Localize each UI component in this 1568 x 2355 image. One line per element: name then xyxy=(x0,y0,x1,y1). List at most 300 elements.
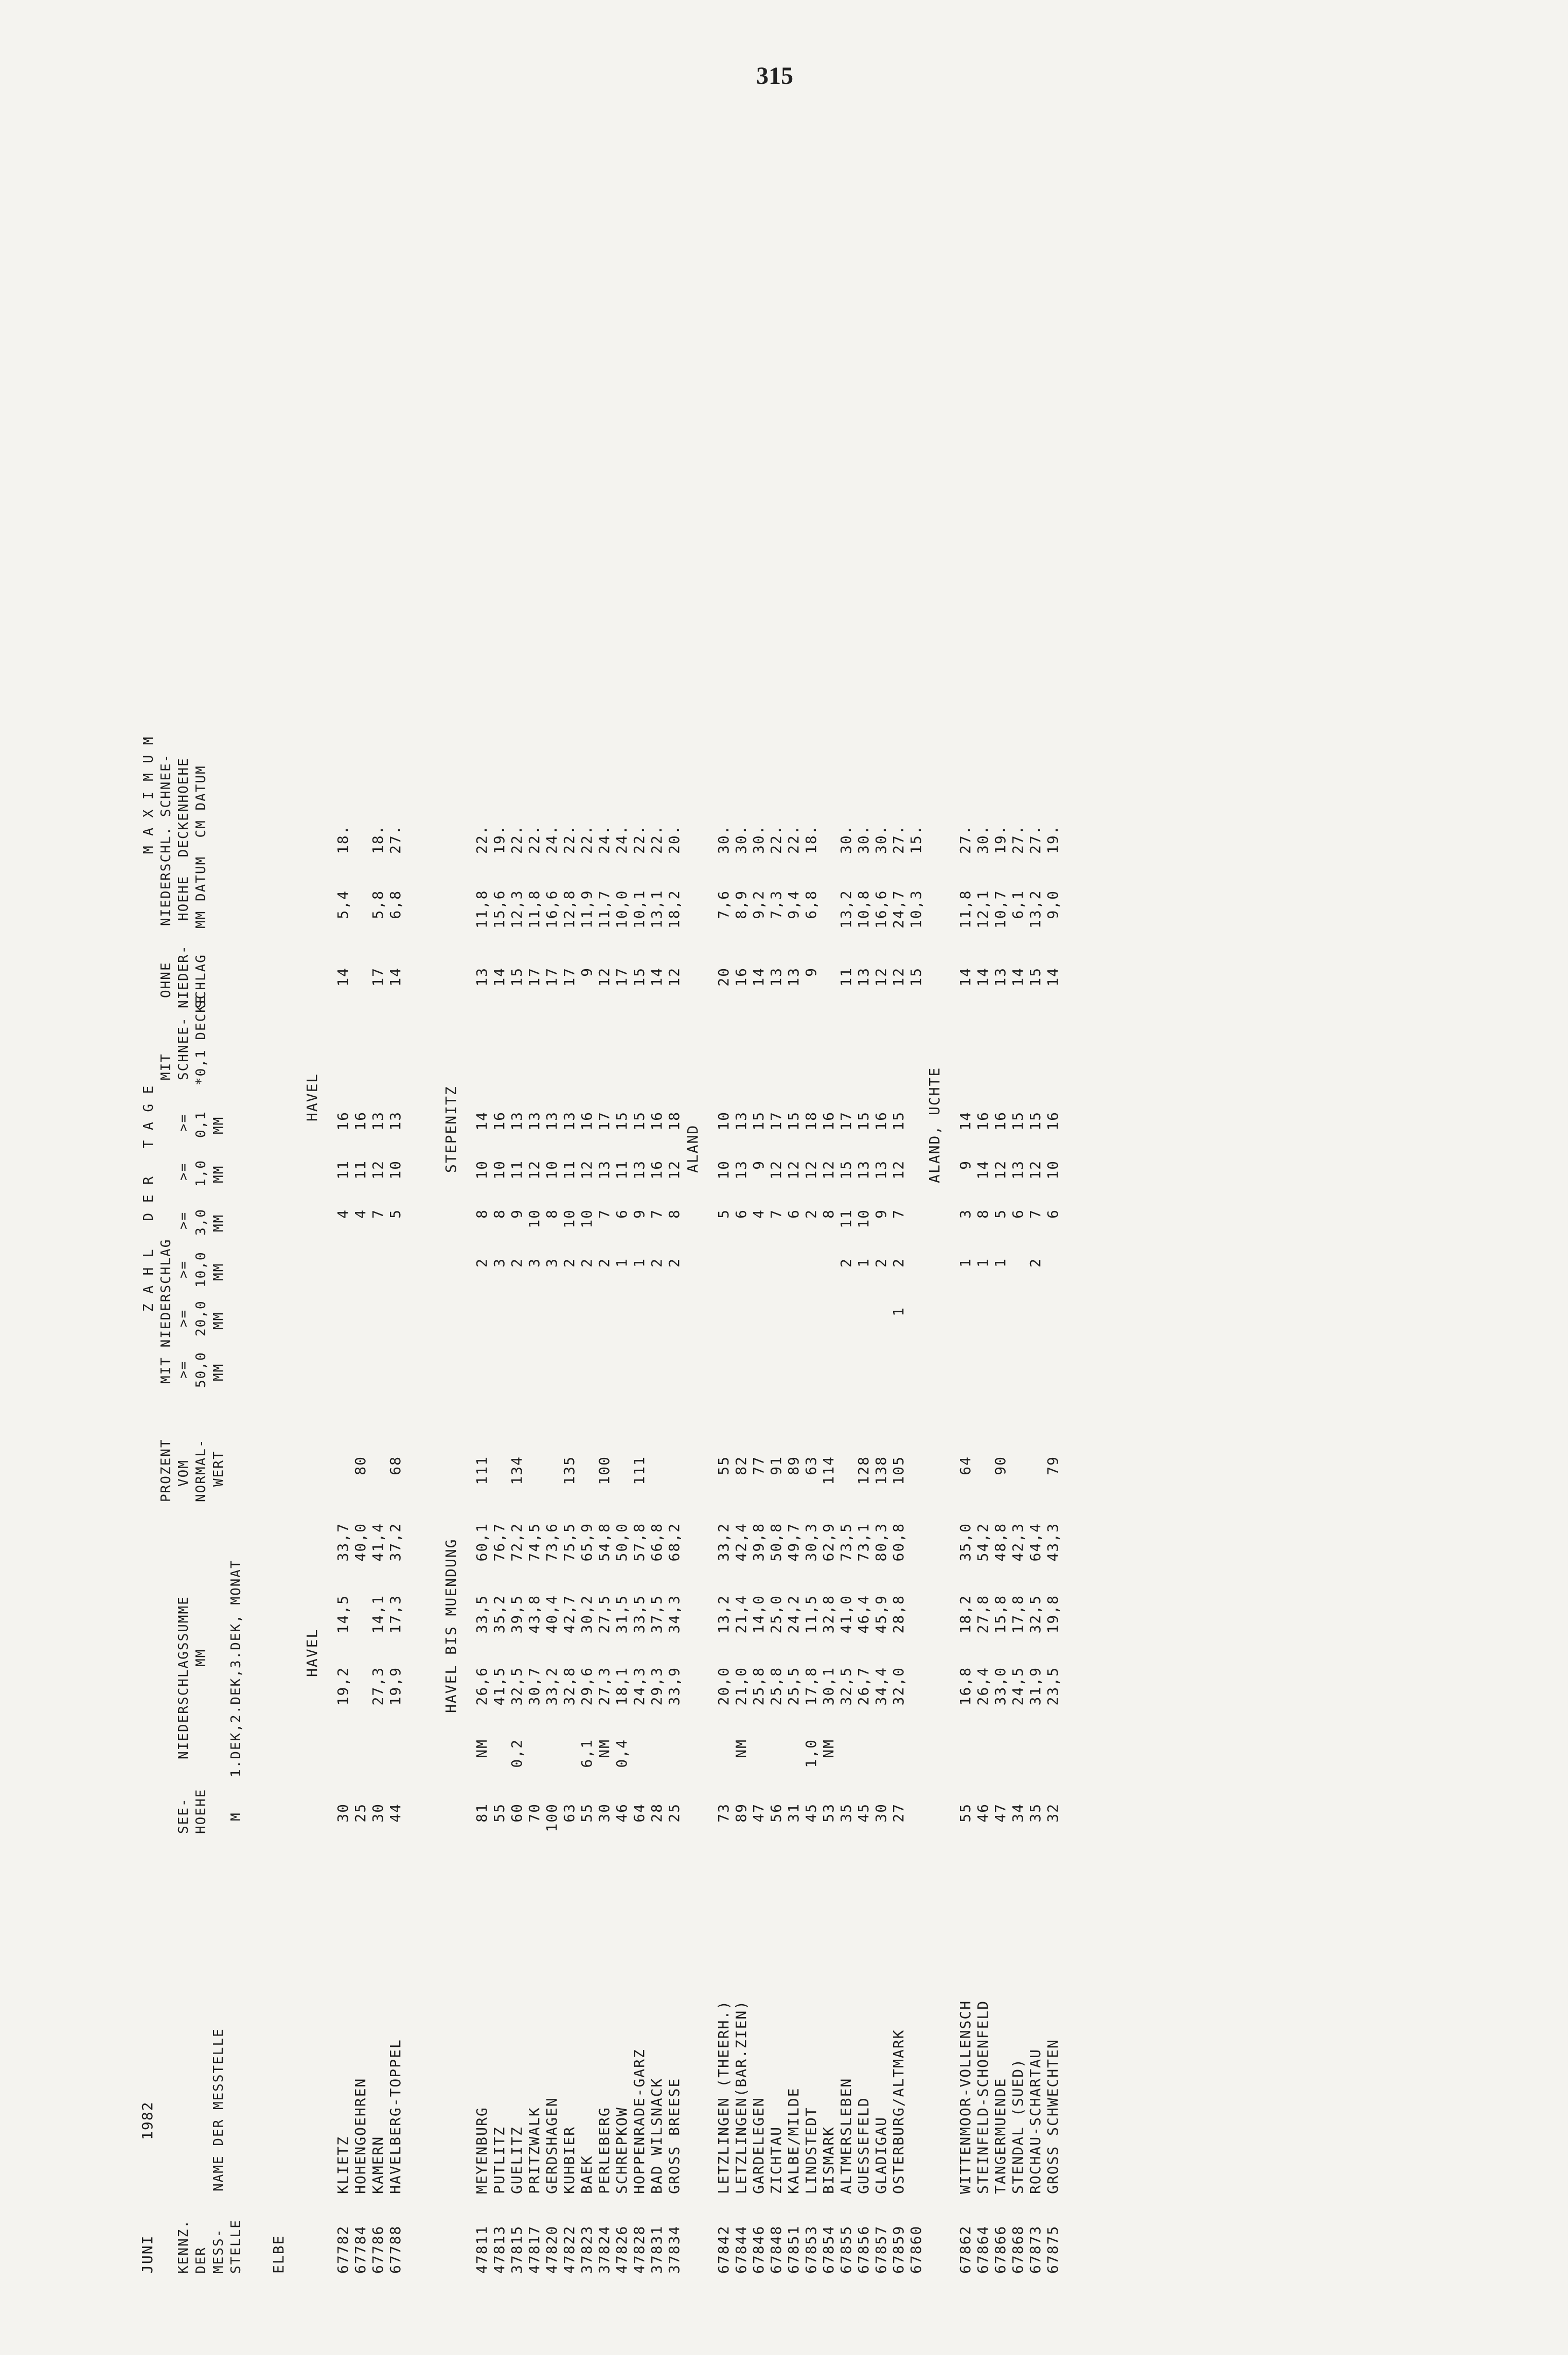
cell-pr: 82 xyxy=(733,1456,750,1475)
cell-name: WITTENMOOR-VOLLENSCH xyxy=(957,2000,974,2194)
cell-mx: 9,0 xyxy=(1044,890,1061,919)
cell-mo: 39,8 xyxy=(750,1523,767,1562)
cell-t3: 4 xyxy=(750,1209,767,1219)
cell-t3: 5 xyxy=(992,1209,1009,1219)
cell-t10: 2 xyxy=(666,1258,683,1268)
cell-name: PRITZWALK xyxy=(526,2107,543,2194)
cell-d2: 27,3 xyxy=(596,1667,613,1706)
cell-d2: 33,9 xyxy=(666,1667,683,1706)
cell-pr: 111 xyxy=(631,1456,648,1485)
cell-d1: NM xyxy=(596,1739,613,1758)
cell-os: 17 xyxy=(543,967,560,987)
cell-t3: 3 xyxy=(957,1209,974,1219)
cell-t1: 11 xyxy=(561,1160,578,1180)
cell-t10: 1 xyxy=(957,1258,974,1268)
cell-d3: 28,8 xyxy=(890,1595,907,1634)
cell-mo: 50,0 xyxy=(613,1523,630,1562)
header-snow-ohne-3: SCHLAG xyxy=(193,954,209,1008)
cell-t3: 8 xyxy=(543,1209,560,1219)
cell-name: ALTMERSLEBEN xyxy=(838,2077,854,2194)
cell-t3: 7 xyxy=(890,1209,907,1219)
cell-t1: 11 xyxy=(613,1160,630,1180)
header-thv-2: 20,0 xyxy=(193,1300,209,1336)
cell-t01: 16 xyxy=(352,1111,369,1131)
cell-h: 63 xyxy=(561,1803,578,1823)
table-row xyxy=(855,216,872,2274)
cell-name: GROSS SCHWECHTEN xyxy=(1044,2039,1061,2194)
header-max-sub2: HOEHE DECKENHOEHE xyxy=(176,757,191,921)
cell-t1: 12 xyxy=(526,1160,543,1180)
table-row xyxy=(992,216,1009,2274)
cell-os: 14 xyxy=(957,967,974,987)
cell-t3: 8 xyxy=(666,1209,683,1219)
cell-t1: 9 xyxy=(750,1160,767,1170)
cell-t10: 2 xyxy=(838,1258,854,1268)
header-thv-4: 3,0 xyxy=(193,1208,209,1236)
cell-os: 12 xyxy=(890,967,907,987)
header-max-sub3: MM DATUM CM DATUM xyxy=(193,765,209,929)
cell-t01: 18 xyxy=(666,1111,683,1131)
cell-mx: 18,2 xyxy=(666,889,683,929)
cell-mx: 24,7 xyxy=(890,889,907,929)
cell-h: 64 xyxy=(631,1803,648,1823)
cell-d2: 17,8 xyxy=(803,1667,819,1706)
header-snow-mit-2: SCHNEE- xyxy=(176,1016,191,1080)
cell-id: 67788 xyxy=(387,2225,404,2274)
cell-mo: 68,2 xyxy=(666,1523,683,1562)
cell-mx: 12,3 xyxy=(508,889,525,929)
table-row xyxy=(561,216,578,2274)
cell-t10: 2 xyxy=(473,1258,490,1268)
table-row xyxy=(890,216,907,2274)
header-thu-1: MM xyxy=(211,1363,226,1381)
cell-t3: 5 xyxy=(715,1209,732,1219)
cell-mx: 10,8 xyxy=(855,889,872,929)
cell-mo: 73,1 xyxy=(855,1523,872,1562)
cell-d2: 33,0 xyxy=(992,1667,1009,1706)
cell-h: 31 xyxy=(785,1803,802,1823)
header-zahl-title: Z A H L D E R T A G E xyxy=(141,1084,156,1312)
cell-h: 89 xyxy=(733,1803,750,1823)
cell-d2: 32,8 xyxy=(561,1667,578,1706)
cell-t01: 16 xyxy=(491,1111,508,1131)
cell-mx: 12,1 xyxy=(974,889,991,929)
header-sum-sub: 1.DEK,2.DEK,3.DEK, MONAT xyxy=(228,1559,244,1777)
group-label-sum: HAVEL xyxy=(304,1628,320,1677)
cell-dt: 22. xyxy=(631,825,648,854)
cell-name: TANGERMUENDE xyxy=(992,2077,1009,2194)
cell-id: 37834 xyxy=(666,2225,683,2274)
cell-id: 47828 xyxy=(631,2225,648,2274)
cell-d2: 29,3 xyxy=(648,1667,665,1706)
cell-os: 9 xyxy=(803,967,819,977)
cell-os: 14 xyxy=(387,967,404,987)
group-label-days: ALAND, UCHTE xyxy=(926,1066,943,1183)
cell-id: 47826 xyxy=(613,2225,630,2274)
header-thv-6: 0,1 xyxy=(193,1111,209,1138)
cell-pr: 55 xyxy=(715,1456,732,1475)
cell-dt: 24. xyxy=(596,825,613,854)
cell-d3: 13,2 xyxy=(715,1595,732,1634)
cell-dt: 27. xyxy=(890,825,907,854)
cell-mx: 8,9 xyxy=(733,890,750,919)
cell-h: 70 xyxy=(526,1803,543,1823)
cell-id: 37815 xyxy=(508,2225,525,2274)
cell-d2: 23,5 xyxy=(1044,1667,1061,1706)
cell-d3: 45,9 xyxy=(872,1595,889,1634)
group-label-sum: HAVEL BIS MUENDUNG xyxy=(442,1538,459,1713)
table-row xyxy=(803,216,820,2274)
cell-id: 67873 xyxy=(1027,2225,1044,2274)
cell-h: 32 xyxy=(1044,1803,1061,1823)
cell-mo: 40,0 xyxy=(352,1523,369,1562)
header-thu-2: MM xyxy=(211,1311,226,1330)
cell-t1: 12 xyxy=(1027,1160,1044,1180)
cell-d2: 31,9 xyxy=(1027,1667,1044,1706)
cell-mo: 35,0 xyxy=(957,1523,974,1562)
cell-os: 14 xyxy=(648,967,665,987)
cell-d2: 19,2 xyxy=(334,1667,351,1706)
cell-id: 67784 xyxy=(352,2225,369,2274)
cell-t01: 16 xyxy=(992,1111,1009,1131)
cell-t3: 11 xyxy=(838,1209,854,1228)
cell-mo: 57,8 xyxy=(631,1523,648,1562)
cell-dt: 30. xyxy=(855,825,872,854)
cell-id: 67842 xyxy=(715,2225,732,2274)
cell-d2: 18,1 xyxy=(613,1667,630,1706)
cell-dt: 22. xyxy=(785,825,802,854)
group-label-days: STEPENITZ xyxy=(442,1085,459,1173)
cell-mx: 12,8 xyxy=(561,889,578,929)
cell-h: 30 xyxy=(596,1803,613,1823)
cell-h: 100 xyxy=(543,1803,560,1832)
cell-name: HOPPENRADE-GARZ xyxy=(631,2048,648,2194)
cell-mo: 62,9 xyxy=(820,1523,837,1562)
cell-t1: 12 xyxy=(890,1160,907,1180)
cell-os: 14 xyxy=(491,967,508,987)
cell-d2: 26,4 xyxy=(974,1667,991,1706)
cell-mo: 72,2 xyxy=(508,1523,525,1562)
cell-mx: 5,4 xyxy=(334,890,351,919)
cell-pr: 68 xyxy=(387,1456,404,1475)
cell-id: 37824 xyxy=(596,2225,613,2274)
cell-t3: 6 xyxy=(613,1209,630,1219)
cell-dt: 22. xyxy=(768,825,785,854)
cell-mo: 33,7 xyxy=(334,1523,351,1562)
cell-d1: 1,0 xyxy=(803,1739,819,1768)
header-id-2: DER xyxy=(193,2246,209,2274)
cell-t01: 15 xyxy=(855,1111,872,1131)
cell-pr: 134 xyxy=(508,1456,525,1485)
cell-mo: 54,8 xyxy=(596,1523,613,1562)
cell-d2: 19,9 xyxy=(387,1667,404,1706)
cell-h: 30 xyxy=(872,1803,889,1823)
cell-os: 13 xyxy=(785,967,802,987)
cell-t01: 16 xyxy=(334,1111,351,1131)
cell-t10: 2 xyxy=(890,1258,907,1268)
cell-os: 13 xyxy=(473,967,490,987)
table-row xyxy=(596,216,613,2274)
cell-d3: 43,8 xyxy=(526,1595,543,1634)
cell-mx: 6,8 xyxy=(803,890,819,919)
cell-t01: 16 xyxy=(648,1111,665,1131)
cell-d2: 29,6 xyxy=(578,1667,595,1706)
cell-mo: 65,9 xyxy=(578,1523,595,1562)
cell-d2: 32,5 xyxy=(508,1667,525,1706)
cell-name: BISMARK xyxy=(820,2126,837,2194)
cell-mo: 54,2 xyxy=(974,1523,991,1562)
cell-name: GUESSEFELD xyxy=(855,2097,872,2194)
cell-pr: 128 xyxy=(855,1456,872,1485)
cell-name: GUELITZ xyxy=(508,2126,525,2194)
cell-d2: 16,8 xyxy=(957,1667,974,1706)
cell-h: 45 xyxy=(855,1803,872,1823)
cell-d1: 0,2 xyxy=(508,1739,525,1768)
cell-h: 28 xyxy=(648,1803,665,1823)
header-percent-4: WERT xyxy=(211,1450,226,1487)
cell-d2: 20,0 xyxy=(715,1667,732,1706)
cell-os: 14 xyxy=(334,967,351,987)
table-row xyxy=(491,216,508,2274)
cell-t01: 17 xyxy=(768,1111,785,1131)
cell-os: 20 xyxy=(715,967,732,987)
cell-d1: NM xyxy=(820,1739,837,1758)
cell-t10: 1 xyxy=(631,1258,648,1268)
cell-h: 47 xyxy=(750,1803,767,1823)
table-row xyxy=(526,216,543,2274)
header-percent-1: PROZENT xyxy=(158,1438,174,1502)
cell-mx: 6,8 xyxy=(387,890,404,919)
cell-name: KUHBIER xyxy=(561,2126,578,2194)
cell-d3: 37,5 xyxy=(648,1595,665,1634)
cell-mx: 11,8 xyxy=(526,889,543,929)
cell-d3: 32,5 xyxy=(1027,1595,1044,1634)
cell-pr: 77 xyxy=(750,1456,767,1475)
cell-d3: 21,4 xyxy=(733,1595,750,1634)
cell-dt: 18. xyxy=(803,825,819,854)
cell-mx: 10,7 xyxy=(992,889,1009,929)
header-sum-unit: MM xyxy=(193,1648,209,1667)
cell-t1: 14 xyxy=(974,1160,991,1180)
cell-t1: 13 xyxy=(872,1160,889,1180)
cell-mo: 41,4 xyxy=(369,1523,386,1562)
cell-dt: 30. xyxy=(750,825,767,854)
cell-h: 56 xyxy=(768,1803,785,1823)
cell-id: 67859 xyxy=(890,2225,907,2274)
cell-h: 25 xyxy=(666,1803,683,1823)
cell-t1: 12 xyxy=(768,1160,785,1180)
cell-d2: 25,8 xyxy=(768,1667,785,1706)
cell-os: 12 xyxy=(596,967,613,987)
cell-d1: 6,1 xyxy=(578,1739,595,1768)
cell-d2: 24,5 xyxy=(1009,1667,1026,1706)
group-label-days: HAVEL xyxy=(304,1073,320,1121)
cell-pr: 80 xyxy=(352,1456,369,1475)
cell-os: 17 xyxy=(613,967,630,987)
cell-id: 67853 xyxy=(803,2225,819,2274)
header-sum-title: NIEDERSCHLAGSSUMME xyxy=(176,1596,191,1759)
table-row xyxy=(750,216,768,2274)
cell-id: 67855 xyxy=(838,2225,854,2274)
header-th-6: >= xyxy=(176,1113,191,1132)
cell-pr: 105 xyxy=(890,1456,907,1485)
cell-id: 67857 xyxy=(872,2225,889,2274)
table-row xyxy=(715,216,733,2274)
header-snow-ohne-1: OHNE xyxy=(158,961,174,998)
cell-pr: 64 xyxy=(957,1456,974,1475)
table-row xyxy=(613,216,631,2274)
cell-t1: 13 xyxy=(733,1160,750,1180)
cell-t1: 11 xyxy=(334,1160,351,1180)
cell-os: 14 xyxy=(750,967,767,987)
cell-t1: 10 xyxy=(491,1160,508,1180)
cell-t1: 10 xyxy=(1044,1160,1061,1180)
cell-t10: 2 xyxy=(561,1258,578,1268)
cell-d3: 27,8 xyxy=(974,1595,991,1634)
cell-id: 47811 xyxy=(473,2225,490,2274)
cell-t01: 17 xyxy=(838,1111,854,1131)
header-th-1: >= xyxy=(176,1360,191,1379)
cell-d3: 41,0 xyxy=(838,1595,854,1634)
header-mit-niederschlag: MIT NIEDERSCHLAG xyxy=(158,1238,174,1384)
cell-t1: 9 xyxy=(957,1160,974,1170)
cell-t10: 3 xyxy=(543,1258,560,1268)
header-snow-ohne-2: NIEDER- xyxy=(176,944,191,1008)
cell-d3: 34,3 xyxy=(666,1595,683,1634)
cell-t01: 10 xyxy=(715,1111,732,1131)
cell-d2: 30,7 xyxy=(526,1667,543,1706)
cell-d3: 14,0 xyxy=(750,1595,767,1634)
cell-name: PERLEBERG xyxy=(596,2107,613,2194)
header-height-unit: M xyxy=(228,1812,244,1821)
cell-pr: 90 xyxy=(992,1456,1009,1475)
cell-dt: 22. xyxy=(648,825,665,854)
cell-dt: 22. xyxy=(561,825,578,854)
table-row xyxy=(508,216,526,2274)
header-thu-5: MM xyxy=(211,1165,226,1183)
cell-d1: NM xyxy=(473,1739,490,1758)
cell-t3: 8 xyxy=(491,1209,508,1219)
cell-mo: 73,6 xyxy=(543,1523,560,1562)
cell-mx: 9,2 xyxy=(750,890,767,919)
cell-pr: 79 xyxy=(1044,1456,1061,1475)
cell-d3: 14,5 xyxy=(334,1595,351,1634)
header-id-4: STELLE xyxy=(228,2219,244,2274)
cell-d3: 14,1 xyxy=(369,1595,386,1634)
cell-d3: 24,2 xyxy=(785,1595,802,1634)
cell-h: 53 xyxy=(820,1803,837,1823)
cell-t10: 2 xyxy=(578,1258,595,1268)
cell-name: BAEK xyxy=(578,2155,595,2194)
cell-t10: 2 xyxy=(596,1258,613,1268)
table-row xyxy=(648,216,666,2274)
cell-d3: 17,8 xyxy=(1009,1595,1026,1634)
cell-t3: 9 xyxy=(872,1209,889,1219)
cell-name: LETZLINGEN (THEERH.) xyxy=(715,2000,732,2194)
cell-dt: 19. xyxy=(992,825,1009,854)
cell-os: 11 xyxy=(838,967,854,987)
cell-t3: 10 xyxy=(526,1209,543,1228)
cell-id: 47813 xyxy=(491,2225,508,2274)
cell-t01: 15 xyxy=(785,1111,802,1131)
cell-d2: 26,6 xyxy=(473,1667,490,1706)
cell-name: LINDSTEDT xyxy=(803,2107,819,2194)
cell-h: 55 xyxy=(957,1803,974,1823)
cell-t10: 2 xyxy=(508,1258,525,1268)
cell-h: 46 xyxy=(613,1803,630,1823)
table-row xyxy=(578,216,596,2274)
cell-t3: 6 xyxy=(1044,1209,1061,1219)
cell-d3: 46,4 xyxy=(855,1595,872,1634)
cell-dt: 30. xyxy=(974,825,991,854)
cell-dt: 18. xyxy=(369,825,386,854)
rotated-table-sheet xyxy=(139,216,1348,2274)
cell-d3: 33,5 xyxy=(473,1595,490,1634)
cell-mx: 11,8 xyxy=(473,889,490,929)
cell-dt: 19. xyxy=(491,825,508,854)
cell-id: 67875 xyxy=(1044,2225,1061,2274)
cell-t10: 3 xyxy=(491,1258,508,1268)
cell-mx: 10,1 xyxy=(631,889,648,929)
cell-mo: 50,8 xyxy=(768,1523,785,1562)
cell-t10: 1 xyxy=(855,1258,872,1268)
cell-t01: 16 xyxy=(578,1111,595,1131)
header-thu-3: MM xyxy=(211,1262,226,1281)
cell-pr: 91 xyxy=(768,1456,785,1475)
cell-t3: 4 xyxy=(352,1209,369,1219)
cell-os: 17 xyxy=(526,967,543,987)
cell-os: 13 xyxy=(855,967,872,987)
cell-d2: 21,0 xyxy=(733,1667,750,1706)
table-row xyxy=(543,216,561,2274)
cell-dt: 24. xyxy=(543,825,560,854)
cell-dt: 22. xyxy=(526,825,543,854)
cell-id: 67846 xyxy=(750,2225,767,2274)
cell-t01: 18 xyxy=(803,1111,819,1131)
cell-mx: 11,9 xyxy=(578,889,595,929)
cell-t01: 16 xyxy=(820,1111,837,1131)
cell-id: 67848 xyxy=(768,2225,785,2274)
cell-h: 27 xyxy=(890,1803,907,1823)
cell-t10: 2 xyxy=(1027,1258,1044,1268)
cell-t3: 7 xyxy=(648,1209,665,1219)
header-th-3: >= xyxy=(176,1260,191,1278)
cell-t1: 12 xyxy=(578,1160,595,1180)
cell-mo: 76,7 xyxy=(491,1523,508,1562)
cell-t1: 10 xyxy=(387,1160,404,1180)
cell-d2: 25,8 xyxy=(750,1667,767,1706)
cell-id: 67864 xyxy=(974,2225,991,2274)
cell-t3: 6 xyxy=(1009,1209,1026,1219)
cell-t10: 2 xyxy=(648,1258,665,1268)
cell-t1: 10 xyxy=(715,1160,732,1180)
cell-mx: 10,0 xyxy=(613,889,630,929)
cell-t3: 7 xyxy=(596,1209,613,1219)
cell-dt: 30. xyxy=(872,825,889,854)
table-row xyxy=(768,216,785,2274)
cell-pr: 111 xyxy=(473,1456,490,1485)
cell-d1: NM xyxy=(733,1739,750,1758)
cell-dt: 27. xyxy=(387,825,404,854)
cell-name: MEYENBURG xyxy=(473,2107,490,2194)
header-snow-mit-3: *0,1 DECKE xyxy=(193,994,209,1085)
cell-name: BAD WILSNACK xyxy=(648,2077,665,2194)
cell-d2: 32,5 xyxy=(838,1667,854,1706)
cell-h: 35 xyxy=(1027,1803,1044,1823)
cell-t01: 15 xyxy=(631,1111,648,1131)
cell-t1: 11 xyxy=(352,1160,369,1180)
cell-mo: 66,8 xyxy=(648,1523,665,1562)
